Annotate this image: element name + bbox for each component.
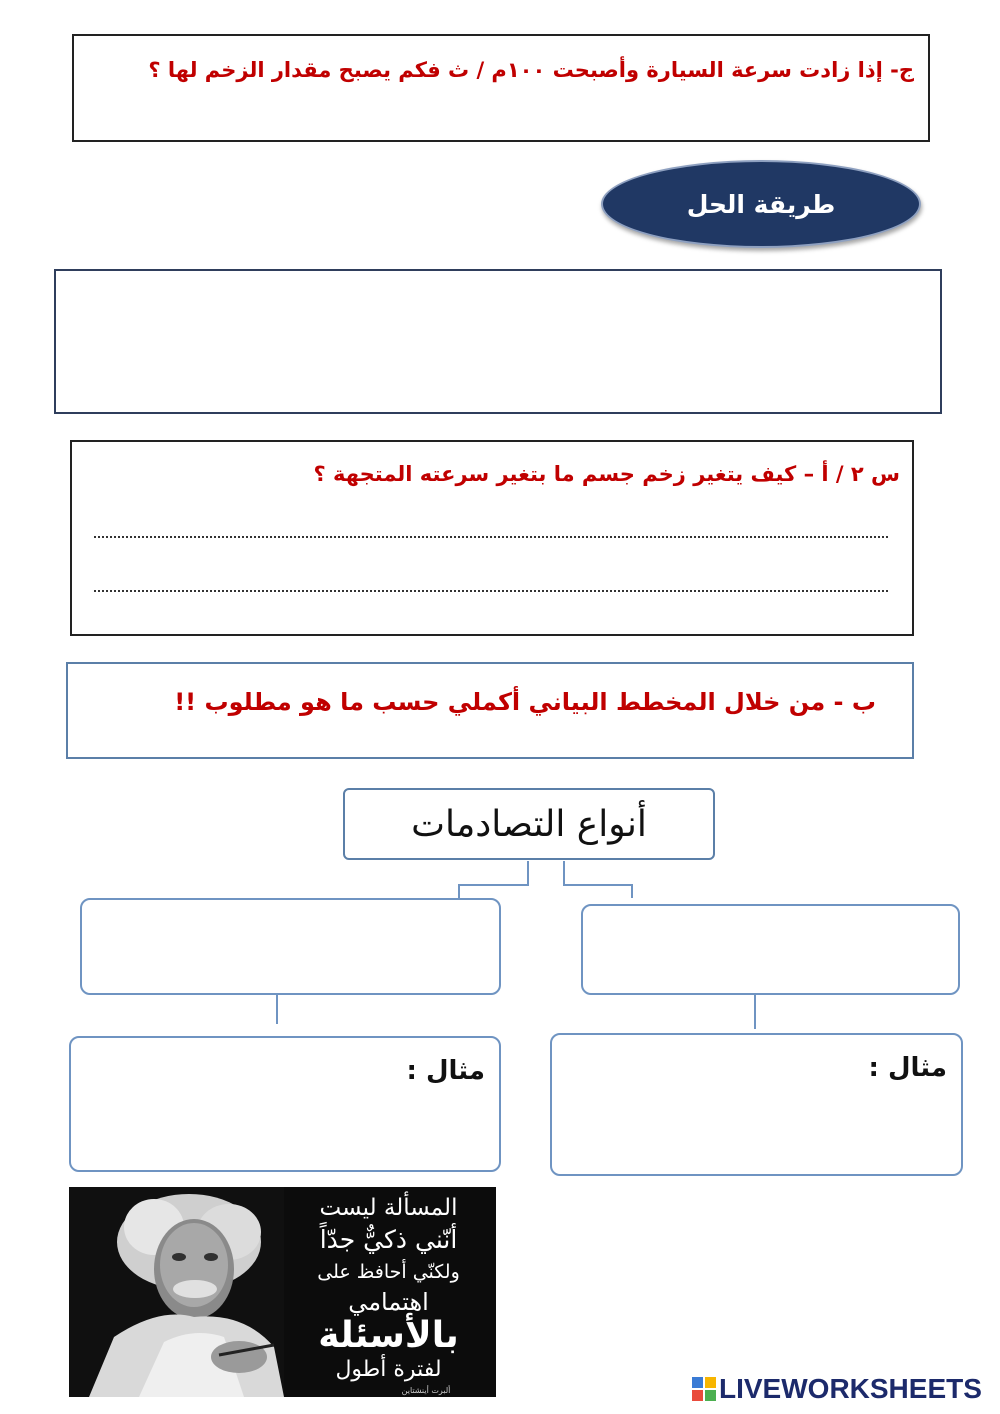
quote-line-6: لفترة أطول: [335, 1357, 442, 1382]
einstein-portrait: [69, 1187, 284, 1397]
solution-method-label: طريقة الحل: [601, 160, 921, 248]
example-right-box[interactable]: [550, 1033, 963, 1176]
collision-type-left-input[interactable]: [80, 898, 501, 995]
liveworksheets-logo-icon: [692, 1377, 716, 1401]
liveworksheets-brand: [692, 1374, 982, 1404]
connector-left-drop: [458, 884, 460, 898]
question-c-box: [72, 34, 930, 142]
connector-right-vertical: [563, 861, 565, 885]
diagram-title-box: [343, 788, 715, 860]
einstein-quote-image: [69, 1187, 496, 1397]
connector-right-drop: [631, 884, 633, 898]
quote-line-2: أنّني ذكيٌّ جدّاً: [319, 1225, 458, 1254]
quote-line-1: المسألة ليست: [319, 1195, 458, 1221]
question-b-text: ب - من خلال المخطط البياني أكملي حسب ما هو مطلوب !!: [174, 688, 876, 716]
example-left-label: مثال :: [406, 1056, 485, 1086]
connector-left-horizontal: [458, 884, 529, 886]
diagram-title: أنواع التصادمات: [411, 803, 647, 845]
example-left-box[interactable]: [69, 1036, 501, 1172]
question-2a-text: س ٢ / أ – كيف يتغير زخم جسم ما بتغير سرعته المتجهة ؟: [313, 462, 900, 486]
question-2a-box: [70, 440, 914, 636]
answer-line-2[interactable]: [94, 590, 888, 592]
connector-right-example: [754, 995, 756, 1029]
example-right-label: مثال :: [868, 1053, 947, 1083]
question-b-box: [66, 662, 914, 759]
answer-input-box[interactable]: [54, 269, 942, 414]
liveworksheets-text: LIVEWORKSHEETS: [719, 1373, 982, 1404]
connector-right-horizontal: [563, 884, 633, 886]
quote-line-5: بالأسئلة: [318, 1315, 459, 1356]
answer-line-1[interactable]: [94, 536, 888, 538]
quote-line-3: ولكنّي أحافظ على: [317, 1261, 460, 1283]
quote-signature: ألبرت أينشتاين: [401, 1386, 451, 1395]
collision-type-right-input[interactable]: [581, 904, 960, 995]
connector-left-vertical: [527, 861, 529, 885]
connector-left-example: [276, 995, 278, 1024]
question-c-text: ج- إذا زادت سرعة السيارة وأصبحت ١٠٠م / ث فكم يصبح مقدار الزخم لها ؟: [148, 58, 914, 82]
quote-line-4: اهتمامي: [348, 1288, 429, 1316]
